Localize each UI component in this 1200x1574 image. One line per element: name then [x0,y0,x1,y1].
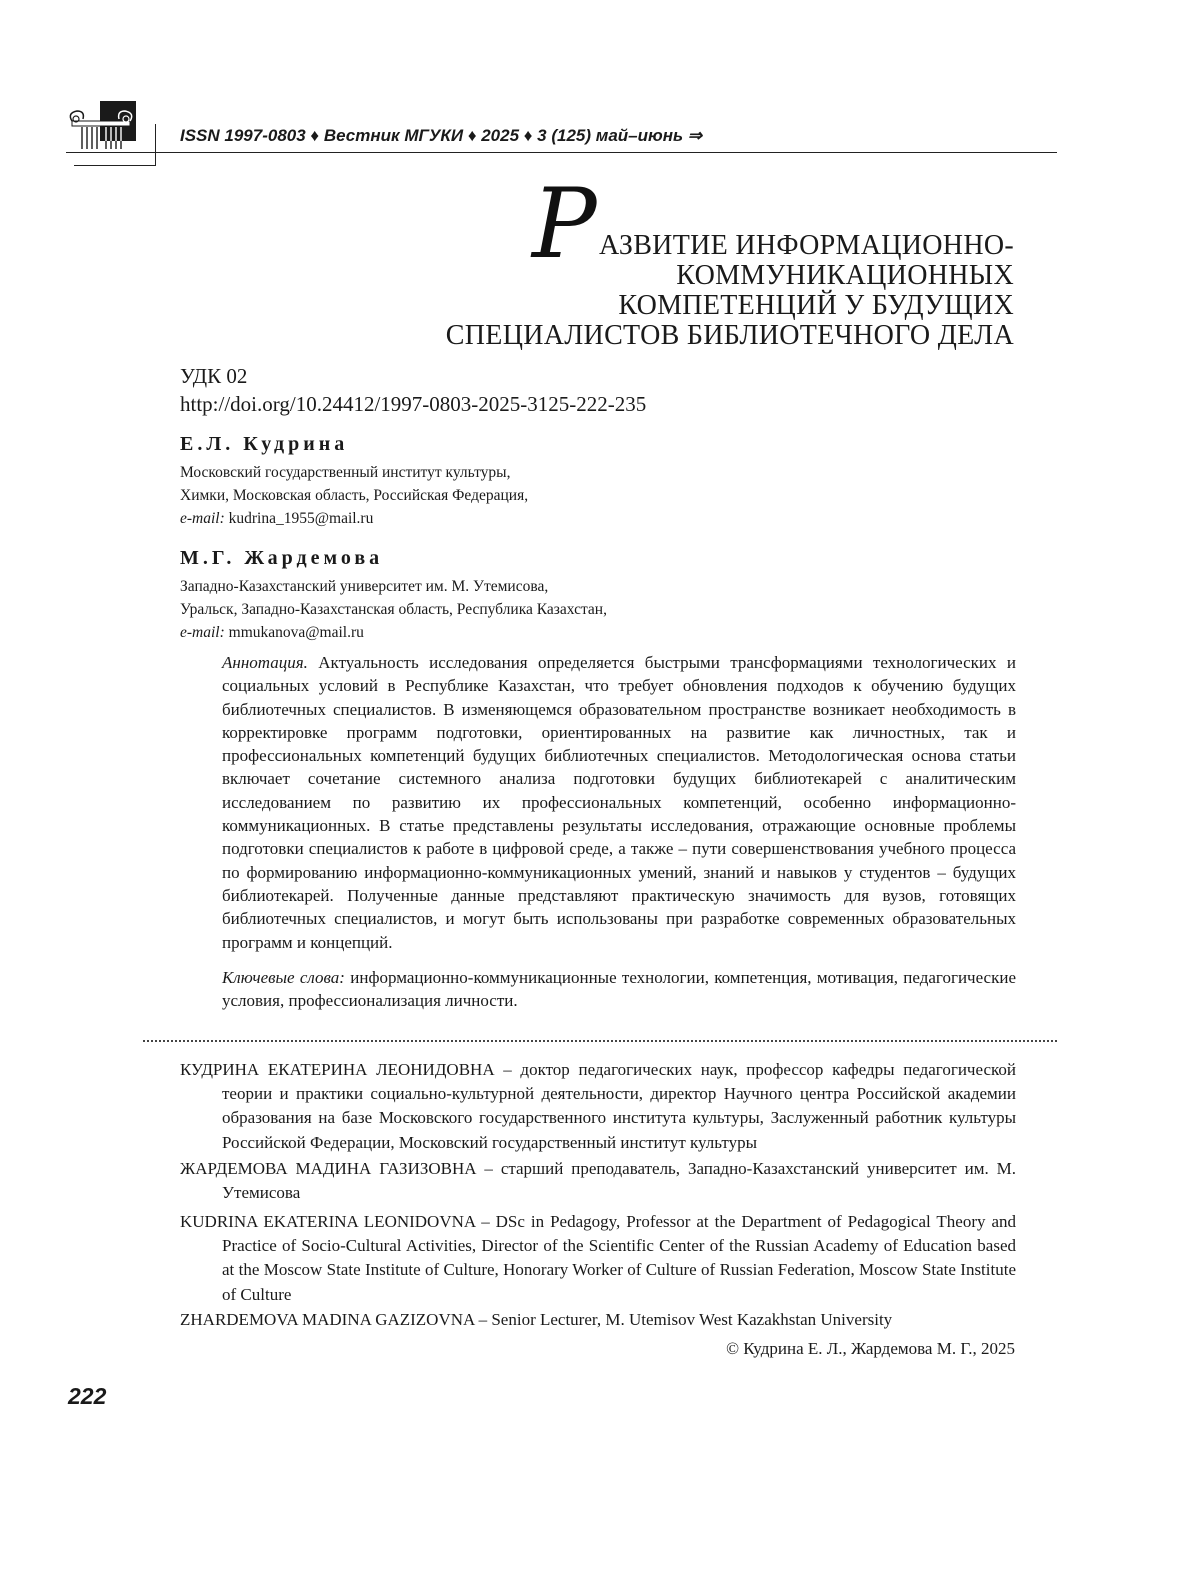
page-number: 222 [68,1383,107,1409]
title-initial-letter: Р [532,168,597,280]
author-bio: ZHARDEMOVA MADINA GAZIZOVNA – Senior Lecturer, M. Utemisov West Kazakhstan University [180,1310,893,1329]
doi-link[interactable]: http://doi.org/10.24412/1997-0803-2025-3125-222-235 [180,392,647,416]
author-affiliation [180,461,528,530]
title-line-3: КОМПЕТЕНЦИЙ У БУДУЩИХ [618,290,1014,321]
running-head: ISSN 1997-0803 ♦ Вестник МГУКИ ♦ 2025 ♦ 3 (125) май–июнь ⇒ [180,126,703,145]
email-label: e-mail: [180,624,225,641]
header-rule [66,152,1057,153]
author-bio: KUDRINA EKATERINA LEONIDOVNA – DSc in Pedagogy, Professor at the Department of Pedagogical Theory and Practice of Socio-Cultural Activities, Director of the Scientific Center of the Russian Academy of Education based at the Moscow State Institute of Culture, Honorary Worker of Culture of Russian Federation, Moscow State Institute of Culture [180,1212,1016,1304]
author-name: Е.Л. Кудрина [180,433,349,455]
author-bio: ЖАРДЕМОВА МАДИНА ГАЗИЗОВНА – старший преподаватель, Западно-Казахстанский университет им. М. Утемисова [180,1159,1016,1203]
dotted-separator [143,1040,1057,1042]
email-label: e-mail: [180,510,225,527]
abstract [222,651,1016,954]
affiliation-line: Западно-Казахстанский университет им. М. Утемисова, [180,578,549,595]
keywords-label: Ключевые слова: [222,968,345,987]
title-line-1: АЗВИТИЕ ИНФОРМАЦИОННО- [599,230,1014,261]
author-email-row [180,621,607,644]
ionic-column-capital-icon [66,101,136,151]
header-frame-vertical [155,124,156,166]
affiliation-line: Химки, Московская область, Российская Федерация, [180,487,529,504]
author-affiliation [180,575,607,644]
header-frame-horizontal [74,165,156,166]
author-bio: КУДРИНА ЕКАТЕРИНА ЛЕОНИДОВНА – доктор педагогических наук, профессор кафедры педагогической теории и практики социально-культурной деятельности, директор Научного центра Российской академии образования на базе Московского государственного института культуры, Заслуженный работник культуры Российской Федерации, Московский государственный институт культуры [180,1060,1016,1152]
copyright: © Кудрина Е. Л., Жардемова М. Г., 2025 [726,1339,1015,1358]
affiliation-line: Московский государственный институт культуры, [180,464,511,481]
abstract-text: Актуальность исследования определяется быстрыми трансформациями технологических и социальных условий в Республике Казахстан, что требует обновления подходов к обучению будущих библиотечных специалистов. В изменяющемся образовательном пространстве возникает необходимость в корректировке программ подготовки, ориентированных на развитие как личностных, так и профессиональных компетенций будущих библиотечных специалистов. Методологическая основа статьи включает сочетание системного анализа подготовки будущих библиотекарей с аналитическим исследованием по развитию их профессиональных компетенций, особенно информационно-коммуникационных. В статье представлены результаты исследования, отражающие основные проблемы подготовки специалистов к работе в цифровой среде, а также – пути совершенствования учебного процесса по формированию информационно-коммуникационных умений, знаний и навыков у студентов – будущих библиотекарей. Полученные данные представляют практическую значимость для вузов, готовящих библиотечных специалистов, и могут быть использованы при разработке современных образовательных программ и концепций. [222,653,1016,952]
keywords-text: информационно-коммуникационные технологии, компетенция, мотивация, педагогические условия, профессионализация личности. [222,968,1017,1011]
author-email-row [180,507,528,530]
author-email[interactable]: mmukanova@mail.ru [228,624,364,641]
udc-code: УДК 02 [180,364,248,388]
affiliation-line: Уральск, Западно-Казахстанская область, Республика Казахстан, [180,601,607,618]
title-line-2: КОММУНИКАЦИОННЫХ [676,260,1014,291]
keywords [222,966,1016,1013]
title-line-4: СПЕЦИАЛИСТОВ БИБЛИОТЕЧНОГО ДЕЛА [445,320,1014,351]
author-email[interactable]: kudrina_1955@mail.ru [228,510,374,527]
abstract-label: Аннотация. [222,653,308,672]
author-name: М.Г. Жардемова [180,547,384,569]
